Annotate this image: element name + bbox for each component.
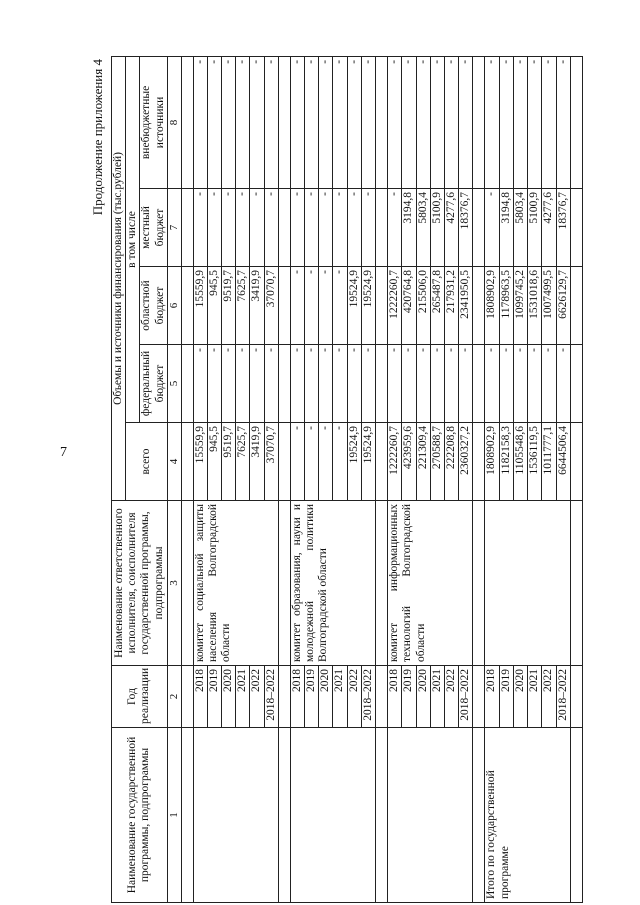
- col-extra-header: внебюджетные источники: [140, 56, 167, 188]
- amount-fed-cell: -: [542, 345, 556, 423]
- spacer-cell: [278, 56, 290, 188]
- rotated-page: [90, 57, 569, 903]
- amount-fed-cell: -: [459, 345, 473, 423]
- spacer-cell: [570, 666, 582, 728]
- spacer-cell: [376, 423, 388, 501]
- amount-ext-cell: -: [250, 56, 264, 188]
- amount-reg-cell: 217931,2: [445, 267, 459, 345]
- amount-ext-cell: -: [542, 56, 556, 188]
- amount-loc-cell: -: [361, 189, 375, 267]
- spacer-cell: [473, 666, 485, 728]
- block-spacer: [181, 56, 193, 902]
- col-year-header: Год реализации: [112, 666, 168, 728]
- spacer-cell: [278, 423, 290, 501]
- amount-total-cell: 19524,9: [361, 423, 375, 501]
- amount-fed-cell: -: [556, 345, 570, 423]
- amount-fed-cell: -: [361, 345, 375, 423]
- table-row: [485, 56, 499, 902]
- spacer-cell: [376, 666, 388, 728]
- amount-ext-cell: -: [388, 56, 402, 188]
- spacer-cell: [473, 728, 485, 903]
- amount-ext-cell: -: [485, 56, 499, 188]
- program-name-cell: [388, 728, 473, 903]
- amount-reg-cell: 9519,7: [221, 267, 235, 345]
- spacer-cell: [278, 728, 290, 903]
- spacer-cell: [570, 189, 582, 267]
- amount-reg-cell: 6626129,7: [556, 267, 570, 345]
- amount-loc-cell: -: [236, 189, 250, 267]
- amount-loc-cell: -: [333, 189, 347, 267]
- spacer-cell: [473, 423, 485, 501]
- spacer-cell: [181, 666, 193, 728]
- amount-reg-cell: 1531018,6: [528, 267, 542, 345]
- year-cell: 2019: [499, 666, 513, 728]
- appendix-caption: Продолжение приложения 4: [90, 59, 105, 216]
- amount-ext-cell: -: [402, 56, 416, 188]
- amount-ext-cell: -: [236, 56, 250, 188]
- amount-loc-cell: -: [319, 189, 333, 267]
- table-row: [290, 56, 304, 902]
- amount-loc-cell: 5100,9: [430, 189, 444, 267]
- executor-cell: комитет социальной защиты населения Волгоградской области: [193, 501, 278, 666]
- amount-fed-cell: -: [264, 345, 278, 423]
- spacer-cell: [570, 345, 582, 423]
- amount-loc-cell: 18376,7: [459, 189, 473, 267]
- amount-fed-cell: -: [499, 345, 513, 423]
- year-cell: 2022: [445, 666, 459, 728]
- spacer-cell: [473, 56, 485, 188]
- spacer-cell: [278, 345, 290, 423]
- amount-total-cell: 1011777,1: [542, 423, 556, 501]
- amount-reg-cell: -: [319, 267, 333, 345]
- spacer-cell: [570, 501, 582, 666]
- amount-fed-cell: -: [250, 345, 264, 423]
- spacer-cell: [473, 267, 485, 345]
- amount-total-cell: 3419,9: [250, 423, 264, 501]
- amount-loc-cell: -: [221, 189, 235, 267]
- amount-loc-cell: 18376,7: [556, 189, 570, 267]
- table-body: [181, 56, 582, 902]
- block-spacer: [278, 56, 290, 902]
- spacer-cell: [181, 56, 193, 188]
- spacer-cell: [570, 423, 582, 501]
- amount-ext-cell: -: [319, 56, 333, 188]
- spacer-cell: [181, 345, 193, 423]
- executor-cell: комитет информационных технологий Волгоградской области: [388, 501, 473, 666]
- amount-reg-cell: 945,5: [207, 267, 221, 345]
- spacer-cell: [570, 56, 582, 188]
- spacer-cell: [181, 501, 193, 666]
- spacer-cell: [181, 267, 193, 345]
- amount-loc-cell: -: [388, 189, 402, 267]
- spacer-cell: [181, 728, 193, 903]
- spacer-cell: [278, 189, 290, 267]
- col-index: 7: [167, 189, 181, 267]
- amount-loc-cell: -: [305, 189, 319, 267]
- year-cell: 2019: [207, 666, 221, 728]
- year-cell: 2018–2022: [361, 666, 375, 728]
- amount-total-cell: -: [319, 423, 333, 501]
- col-index: 3: [167, 501, 181, 666]
- amount-loc-cell: 4277,6: [445, 189, 459, 267]
- amount-ext-cell: -: [528, 56, 542, 188]
- col-index: 6: [167, 267, 181, 345]
- amount-reg-cell: -: [305, 267, 319, 345]
- amount-fed-cell: -: [416, 345, 430, 423]
- year-cell: 2022: [347, 666, 361, 728]
- table-row: [193, 56, 207, 902]
- amount-total-cell: 1105548,6: [513, 423, 527, 501]
- amount-fed-cell: -: [528, 345, 542, 423]
- page-number: 7: [60, 445, 67, 460]
- amount-ext-cell: -: [221, 56, 235, 188]
- amount-total-cell: 270588,7: [430, 423, 444, 501]
- spacer-cell: [376, 345, 388, 423]
- amount-ext-cell: -: [459, 56, 473, 188]
- col-executor-header: Наименование ответственного исполнителя, соисполнителя государственной программы, подпрограммы: [112, 501, 168, 666]
- amount-ext-cell: -: [347, 56, 361, 188]
- amount-reg-cell: 2341950,5: [459, 267, 473, 345]
- amount-reg-cell: 15559,9: [193, 267, 207, 345]
- amount-ext-cell: -: [556, 56, 570, 188]
- program-name-cell: [290, 728, 375, 903]
- year-cell: 2021: [430, 666, 444, 728]
- amount-loc-cell: -: [290, 189, 304, 267]
- amount-fed-cell: -: [513, 345, 527, 423]
- spacer-cell: [570, 728, 582, 903]
- year-cell: 2022: [542, 666, 556, 728]
- program-name-cell: Итого по государственной программе: [485, 728, 570, 903]
- amount-reg-cell: 3419,9: [250, 267, 264, 345]
- col-program-header: Наименование государственной программы, подпрограммы: [112, 728, 168, 903]
- col-regional-header: областной бюджет: [140, 267, 167, 345]
- spacer-cell: [473, 345, 485, 423]
- amount-total-cell: 423959,6: [402, 423, 416, 501]
- amount-reg-cell: 1099745,2: [513, 267, 527, 345]
- amount-total-cell: 222208,8: [445, 423, 459, 501]
- amount-fed-cell: -: [290, 345, 304, 423]
- col-financing-group-header: Объемы и источники финансирования (тыс.рублей): [112, 56, 126, 500]
- amount-reg-cell: 420764,8: [402, 267, 416, 345]
- amount-total-cell: 221309,4: [416, 423, 430, 501]
- year-cell: 2018: [388, 666, 402, 728]
- spacer-cell: [570, 267, 582, 345]
- amount-loc-cell: 5803,4: [513, 189, 527, 267]
- amount-fed-cell: -: [388, 345, 402, 423]
- financing-table: [111, 56, 583, 903]
- amount-total-cell: 9519,7: [221, 423, 235, 501]
- amount-loc-cell: -: [347, 189, 361, 267]
- amount-reg-cell: -: [333, 267, 347, 345]
- amount-loc-cell: 3194,8: [499, 189, 513, 267]
- amount-ext-cell: -: [430, 56, 444, 188]
- year-cell: 2018: [485, 666, 499, 728]
- amount-reg-cell: 1808902,9: [485, 267, 499, 345]
- amount-ext-cell: -: [361, 56, 375, 188]
- spacer-cell: [376, 267, 388, 345]
- year-cell: 2018: [290, 666, 304, 728]
- program-name-cell: [193, 728, 278, 903]
- executor-cell: [485, 501, 570, 666]
- year-cell: 2021: [333, 666, 347, 728]
- amount-reg-cell: 1222260,7: [388, 267, 402, 345]
- amount-total-cell: 1536119,5: [528, 423, 542, 501]
- table-row: [388, 56, 402, 902]
- year-cell: 2020: [513, 666, 527, 728]
- amount-loc-cell: -: [207, 189, 221, 267]
- amount-loc-cell: -: [250, 189, 264, 267]
- spacer-cell: [376, 56, 388, 188]
- amount-ext-cell: -: [193, 56, 207, 188]
- amount-total-cell: 2360327,2: [459, 423, 473, 501]
- amount-fed-cell: -: [402, 345, 416, 423]
- amount-fed-cell: -: [485, 345, 499, 423]
- amount-total-cell: 1182158,3: [499, 423, 513, 501]
- amount-total-cell: 945,5: [207, 423, 221, 501]
- spacer-cell: [376, 189, 388, 267]
- year-cell: 2019: [402, 666, 416, 728]
- amount-reg-cell: 1007499,5: [542, 267, 556, 345]
- column-index-row: [167, 56, 181, 902]
- col-total-header: всего: [126, 423, 168, 501]
- spacer-cell: [278, 267, 290, 345]
- amount-reg-cell: 1178963,5: [499, 267, 513, 345]
- amount-total-cell: 1222260,7: [388, 423, 402, 501]
- year-cell: 2018–2022: [556, 666, 570, 728]
- amount-fed-cell: -: [445, 345, 459, 423]
- amount-loc-cell: 4277,6: [542, 189, 556, 267]
- amount-fed-cell: -: [207, 345, 221, 423]
- amount-fed-cell: -: [430, 345, 444, 423]
- col-index: 8: [167, 56, 181, 188]
- amount-total-cell: -: [290, 423, 304, 501]
- amount-fed-cell: -: [221, 345, 235, 423]
- spacer-cell: [278, 666, 290, 728]
- amount-loc-cell: 5100,9: [528, 189, 542, 267]
- amount-total-cell: 15559,9: [193, 423, 207, 501]
- amount-ext-cell: -: [499, 56, 513, 188]
- amount-total-cell: 6644506,4: [556, 423, 570, 501]
- amount-total-cell: 19524,9: [347, 423, 361, 501]
- amount-ext-cell: -: [333, 56, 347, 188]
- amount-fed-cell: -: [347, 345, 361, 423]
- amount-loc-cell: -: [264, 189, 278, 267]
- amount-reg-cell: 19524,9: [347, 267, 361, 345]
- amount-total-cell: 1808902,9: [485, 423, 499, 501]
- amount-ext-cell: -: [305, 56, 319, 188]
- spacer-cell: [473, 501, 485, 666]
- amount-ext-cell: -: [416, 56, 430, 188]
- amount-total-cell: 7625,7: [236, 423, 250, 501]
- amount-total-cell: -: [333, 423, 347, 501]
- year-cell: 2018: [193, 666, 207, 728]
- amount-reg-cell: -: [290, 267, 304, 345]
- table-end-row: [570, 56, 582, 902]
- amount-total-cell: -: [305, 423, 319, 501]
- amount-ext-cell: -: [207, 56, 221, 188]
- year-cell: 2022: [250, 666, 264, 728]
- spacer-cell: [376, 728, 388, 903]
- block-spacer: [473, 56, 485, 902]
- col-index: 1: [167, 728, 181, 903]
- spacer-cell: [473, 189, 485, 267]
- year-cell: 2021: [236, 666, 250, 728]
- amount-fed-cell: -: [193, 345, 207, 423]
- year-cell: 2020: [416, 666, 430, 728]
- amount-ext-cell: -: [445, 56, 459, 188]
- block-spacer: [376, 56, 388, 902]
- spacer-cell: [181, 189, 193, 267]
- spacer-cell: [376, 501, 388, 666]
- amount-fed-cell: -: [333, 345, 347, 423]
- spacer-cell: [278, 501, 290, 666]
- amount-loc-cell: 5803,4: [416, 189, 430, 267]
- amount-ext-cell: -: [290, 56, 304, 188]
- col-including-header: в том числе: [126, 56, 140, 422]
- amount-reg-cell: 215506,0: [416, 267, 430, 345]
- amount-fed-cell: -: [319, 345, 333, 423]
- col-index: 5: [167, 345, 181, 423]
- amount-fed-cell: -: [305, 345, 319, 423]
- year-cell: 2019: [305, 666, 319, 728]
- year-cell: 2021: [528, 666, 542, 728]
- amount-fed-cell: -: [236, 345, 250, 423]
- col-index: 2: [167, 666, 181, 728]
- amount-total-cell: 37070,7: [264, 423, 278, 501]
- amount-reg-cell: 37070,7: [264, 267, 278, 345]
- executor-cell: комитет образования, науки и молодежной политики Волгоградской области: [290, 501, 375, 666]
- amount-loc-cell: 3194,8: [402, 189, 416, 267]
- spacer-cell: [181, 423, 193, 501]
- amount-loc-cell: -: [485, 189, 499, 267]
- year-cell: 2018–2022: [459, 666, 473, 728]
- amount-ext-cell: -: [264, 56, 278, 188]
- amount-loc-cell: -: [193, 189, 207, 267]
- amount-reg-cell: 265487,8: [430, 267, 444, 345]
- col-federal-header: федеральный бюджет: [140, 345, 167, 423]
- amount-ext-cell: -: [513, 56, 527, 188]
- col-index: 4: [167, 423, 181, 501]
- year-cell: 2020: [221, 666, 235, 728]
- year-cell: 2020: [319, 666, 333, 728]
- col-local-header: местный бюджет: [140, 189, 167, 267]
- amount-reg-cell: 7625,7: [236, 267, 250, 345]
- year-cell: 2018–2022: [264, 666, 278, 728]
- amount-reg-cell: 19524,9: [361, 267, 375, 345]
